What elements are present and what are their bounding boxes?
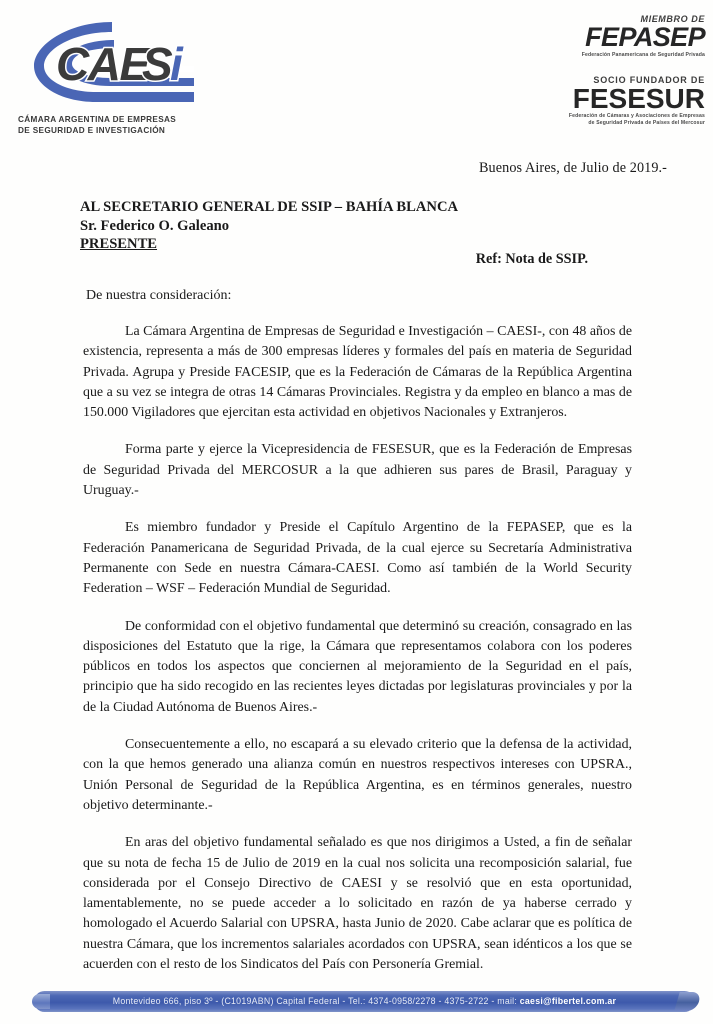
- body-paragraph: Consecuentemente a ello, no escapará a su elevado criterio que la defensa de la actividad, con la que hemos generado una alianza común en nuestros respectivos intereses con UPSRA., Unión Personal de Seguridad de la República Argentina, es en términos generales, nuestro objetivo determinante.-: [83, 737, 632, 813]
- caesi-logo: [16, 16, 216, 144]
- caesi-subtitle-line1: CÁMARA ARGENTINA DE EMPRESAS: [18, 115, 177, 124]
- addressee-line-1: AL SECRETARIO GENERAL DE SSIP – BAHÍA BLANCA: [80, 199, 459, 215]
- caesi-logo-mark: [16, 16, 216, 112]
- fesesur-name: FESESUR: [572, 83, 705, 115]
- footer: [34, 991, 695, 1012]
- body-paragraph: La Cámara Argentina de Empresas de Seguridad e Investigación – CAESI-, con 48 años de existencia, representa a más de 300 empresas líderes y formales del país en materia de Seguridad Privada. Agrupa y Preside FACESIP, que es la Federación de Cámaras de la República Argentina que a su vez se integra de otras 14 Cámaras Provinciales. Registra y da empleo en blanco a mas de 150.000 Vigiladores que ejercitan esta actividad en objetivos Nacionales y Extranjeros.: [83, 324, 632, 421]
- body-paragraph: Forma parte y ejerce la Vicepresidencia de FESESUR, que es la Federación de Empresas de Seguridad Privada del MERCOSUR a la que adhieren sus pares de Brasil, Paraguay y Uruguay.-: [83, 442, 632, 499]
- salutation: De nuestra consideración:: [86, 288, 232, 303]
- fepasep-logo: [490, 14, 705, 58]
- federation-logos: [490, 14, 705, 127]
- footer-contact: [34, 991, 695, 1012]
- addressee-block: [80, 198, 458, 254]
- svg-text:i: i: [170, 38, 183, 90]
- footer-email[interactable]: caesi@fibertel.com.ar: [519, 996, 617, 1006]
- fepasep-name: FEPASEP: [585, 22, 705, 52]
- body-paragraph: En aras del objetivo fundamental señalado es que nos dirigimos a Usted, a fin de señalar que su nota de fecha 15 de Julio de 2019 en la cual nos solicita una recomposición salarial, fue considerada por el Consejo Directivo de CAESI y se resolvió que en esta oportunidad, lamentablemente, no se puede acceder a lo solicitado en razón de ya haberse cerrado y homologado el Acuerdo Salarial con UPSRA, hasta Junio de 2020. Cabe aclarar que es política de nuestra Cámara, que los incrementos salariales acordados con UPSRA, sean idénticos a los que se acuerden con el resto de los Sindicatos del País con Personería Gremial.: [83, 835, 632, 973]
- svg-text:S: S: [142, 38, 172, 90]
- addressee-line-3: PRESENTE: [80, 236, 158, 252]
- fesesur-kicker: SOCIO FUNDADOR DE: [593, 75, 705, 86]
- body-paragraph: Es miembro fundador y Preside el Capítulo Argentino de la FEPASEP, que es la Federación Panamericana de Seguridad Privada, de la cual ejerce su Secretaría Administrativa Permanente con Sede en nuestra Cámara-CAESI. Como así también de la World Security Federation – WSF – Federación Mundial de Seguridad.: [83, 520, 632, 597]
- dateline: Buenos Aires, de Julio de 2019.-: [478, 160, 667, 176]
- letterhead: [0, 0, 713, 152]
- fesesur-footnote-line1: Federación de Cámaras y Asociaciones de Empresas: [568, 113, 705, 120]
- fepasep-footnote: Federación Panamericana de Seguridad Privada: [581, 52, 705, 58]
- fesesur-footnote-line2: de Seguridad Privada de Países del Mercosur: [588, 120, 705, 127]
- letter-body: [83, 322, 632, 975]
- caesi-subtitle-line2: DE SEGURIDAD E INVESTIGACIÓN: [18, 126, 166, 135]
- body-paragraph: De conformidad con el objetivo fundamental que determinó su creación, consagrado en las disposiciones del Estatuto que la rige, la Cámara que representamos colabora con los poderes públicos en todos los aspectos que conciernen al mejoramiento de la Seguridad en el país, principio que ha sido recogido en las recientes leyes dictadas por legislaturas provinciales y por la de la Ciudad Autónoma de Buenos Aires.-: [83, 618, 632, 715]
- fepasep-kicker: MIEMBRO DE: [640, 14, 705, 24]
- addressee-line-2: Sr. Federico O. Galeano: [80, 217, 230, 234]
- reference-line: Ref: Nota de SSIP.: [475, 251, 588, 267]
- logo-spacer: [490, 58, 705, 75]
- footer-address: Montevideo 666, piso 3º - (C1019ABN) Capital Federal - Tel.: 4374-0958/2278 - 4375-2722 - mail:: [112, 996, 520, 1006]
- fesesur-logo: [490, 75, 705, 126]
- caesi-subtitle: [16, 114, 216, 136]
- svg-text:CAE: CAE: [56, 38, 149, 90]
